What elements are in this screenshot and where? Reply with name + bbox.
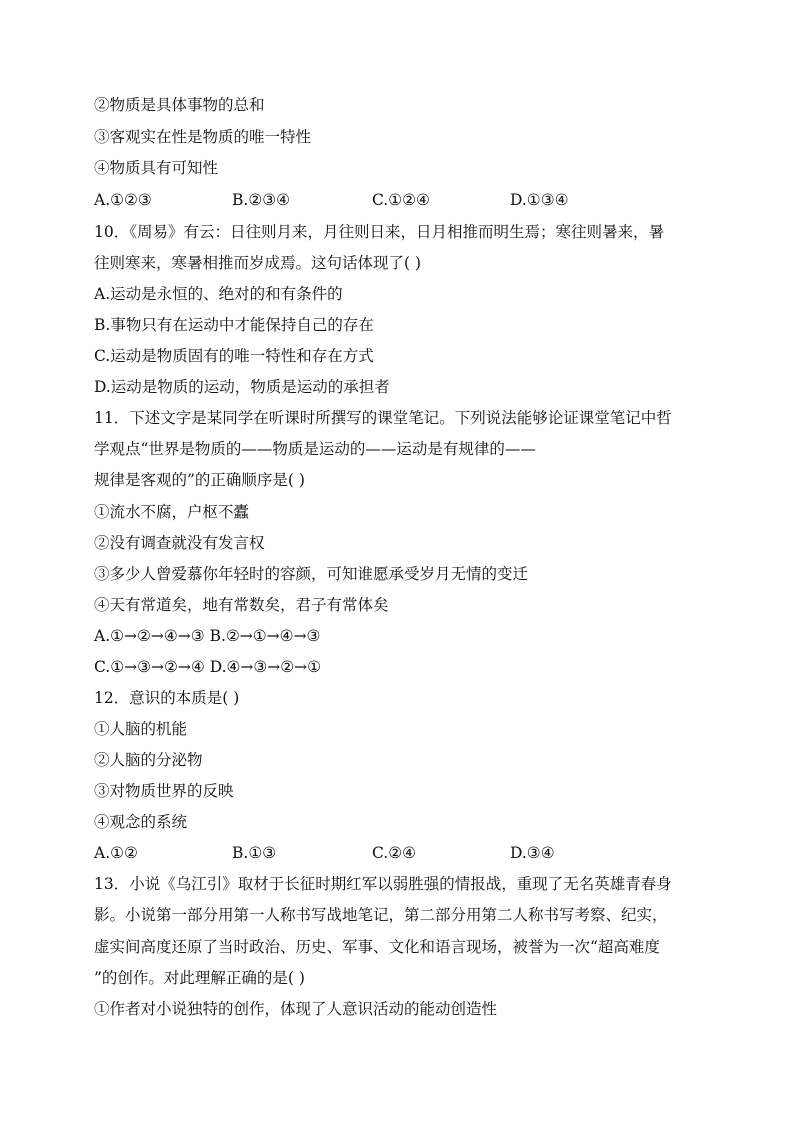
q12-statement-2: ②人脑的分泌物	[94, 751, 203, 769]
q10-option-c: C.运动是物质固有的唯一特性和存在方式	[94, 347, 374, 365]
q12-option-c: C.②④	[372, 844, 417, 862]
q9-statement-2: ②物质是具体事物的总和	[94, 96, 265, 114]
q12-option-a: A.①②	[94, 844, 138, 862]
q9-statement-3: ③客观实在性是物质的唯一特性	[94, 128, 312, 146]
q13-stem-line-4: ”的创作。对此理解正确的是( )	[94, 969, 305, 987]
q12-statement-4: ④观念的系统	[94, 813, 188, 831]
q11-stem-line-1: 11．下述文字是某同学在听课时所撰写的课堂笔记。下列说法能够论证课堂笔记中哲	[94, 409, 672, 427]
q9-statement-4: ④物质具有可知性	[94, 159, 219, 177]
q9-option-c: C.①②④	[372, 191, 430, 209]
q10-option-a: A.运动是永恒的、绝对的和有条件的	[94, 285, 343, 303]
q11-statement-1: ①流水不腐，户枢不蠹	[94, 503, 250, 521]
q10-stem-line-1: 10．《周易》有云：日往则月来，月往则日来，日月相推而明生焉；寒往则暑来，暑	[94, 223, 664, 241]
q12-option-d: D.③④	[510, 844, 555, 862]
q10-option-b: B.事物只有在运动中才能保持自己的存在	[94, 316, 374, 334]
q9-option-a: A.①②③	[94, 191, 152, 209]
q13-statement-1: ①作者对小说独特的创作，体现了人意识活动的能动创造性	[94, 1000, 498, 1018]
q13-stem-line-1: 13．小说《乌江引》取材于长征时期红军以弱胜强的情报战，重现了无名英雄青春身	[94, 875, 672, 893]
q11-options-ab: A.①→②→④→③ B.②→①→④→③	[94, 627, 321, 645]
q12-statement-3: ③对物质世界的反映	[94, 782, 234, 800]
q12-option-b: B.①③	[232, 844, 277, 862]
q12-statement-1: ①人脑的机能	[94, 720, 188, 738]
q10-option-d: D.运动是物质的运动，物质是运动的承担者	[94, 378, 390, 396]
q11-statement-4: ④天有常道矣，地有常数矣，君子有常体矣	[94, 596, 389, 614]
q13-stem-line-2: 影。小说第一部分用第一人称书写战地笔记，第二部分用第二人称书写考察、纪实，	[94, 906, 668, 924]
q11-stem-line-2: 学观点“世界是物质的——物质是运动的——运动是有规律的——	[94, 440, 536, 458]
q13-stem-line-3: 虚实间高度还原了当时政治、历史、军事、文化和语言现场，被誉为一次“超高难度	[94, 938, 660, 956]
q11-statement-3: ③多少人曾爱慕你年轻时的容颜，可知谁愿承受岁月无情的变迁	[94, 565, 529, 583]
q11-stem-line-3: 规律是客观的”的正确顺序是( )	[94, 471, 305, 489]
q10-stem-line-2: 往则寒来，寒暑相推而岁成焉。这句话体现了( )	[94, 254, 422, 272]
q9-option-d: D.①③④	[510, 191, 569, 209]
q11-options-cd: C.①→③→②→④ D.④→③→②→①	[94, 658, 322, 676]
q11-statement-2: ②没有调查就没有发言权	[94, 534, 265, 552]
q9-option-b: B.②③④	[232, 191, 291, 209]
q12-stem: 12．意识的本质是( )	[94, 689, 240, 707]
